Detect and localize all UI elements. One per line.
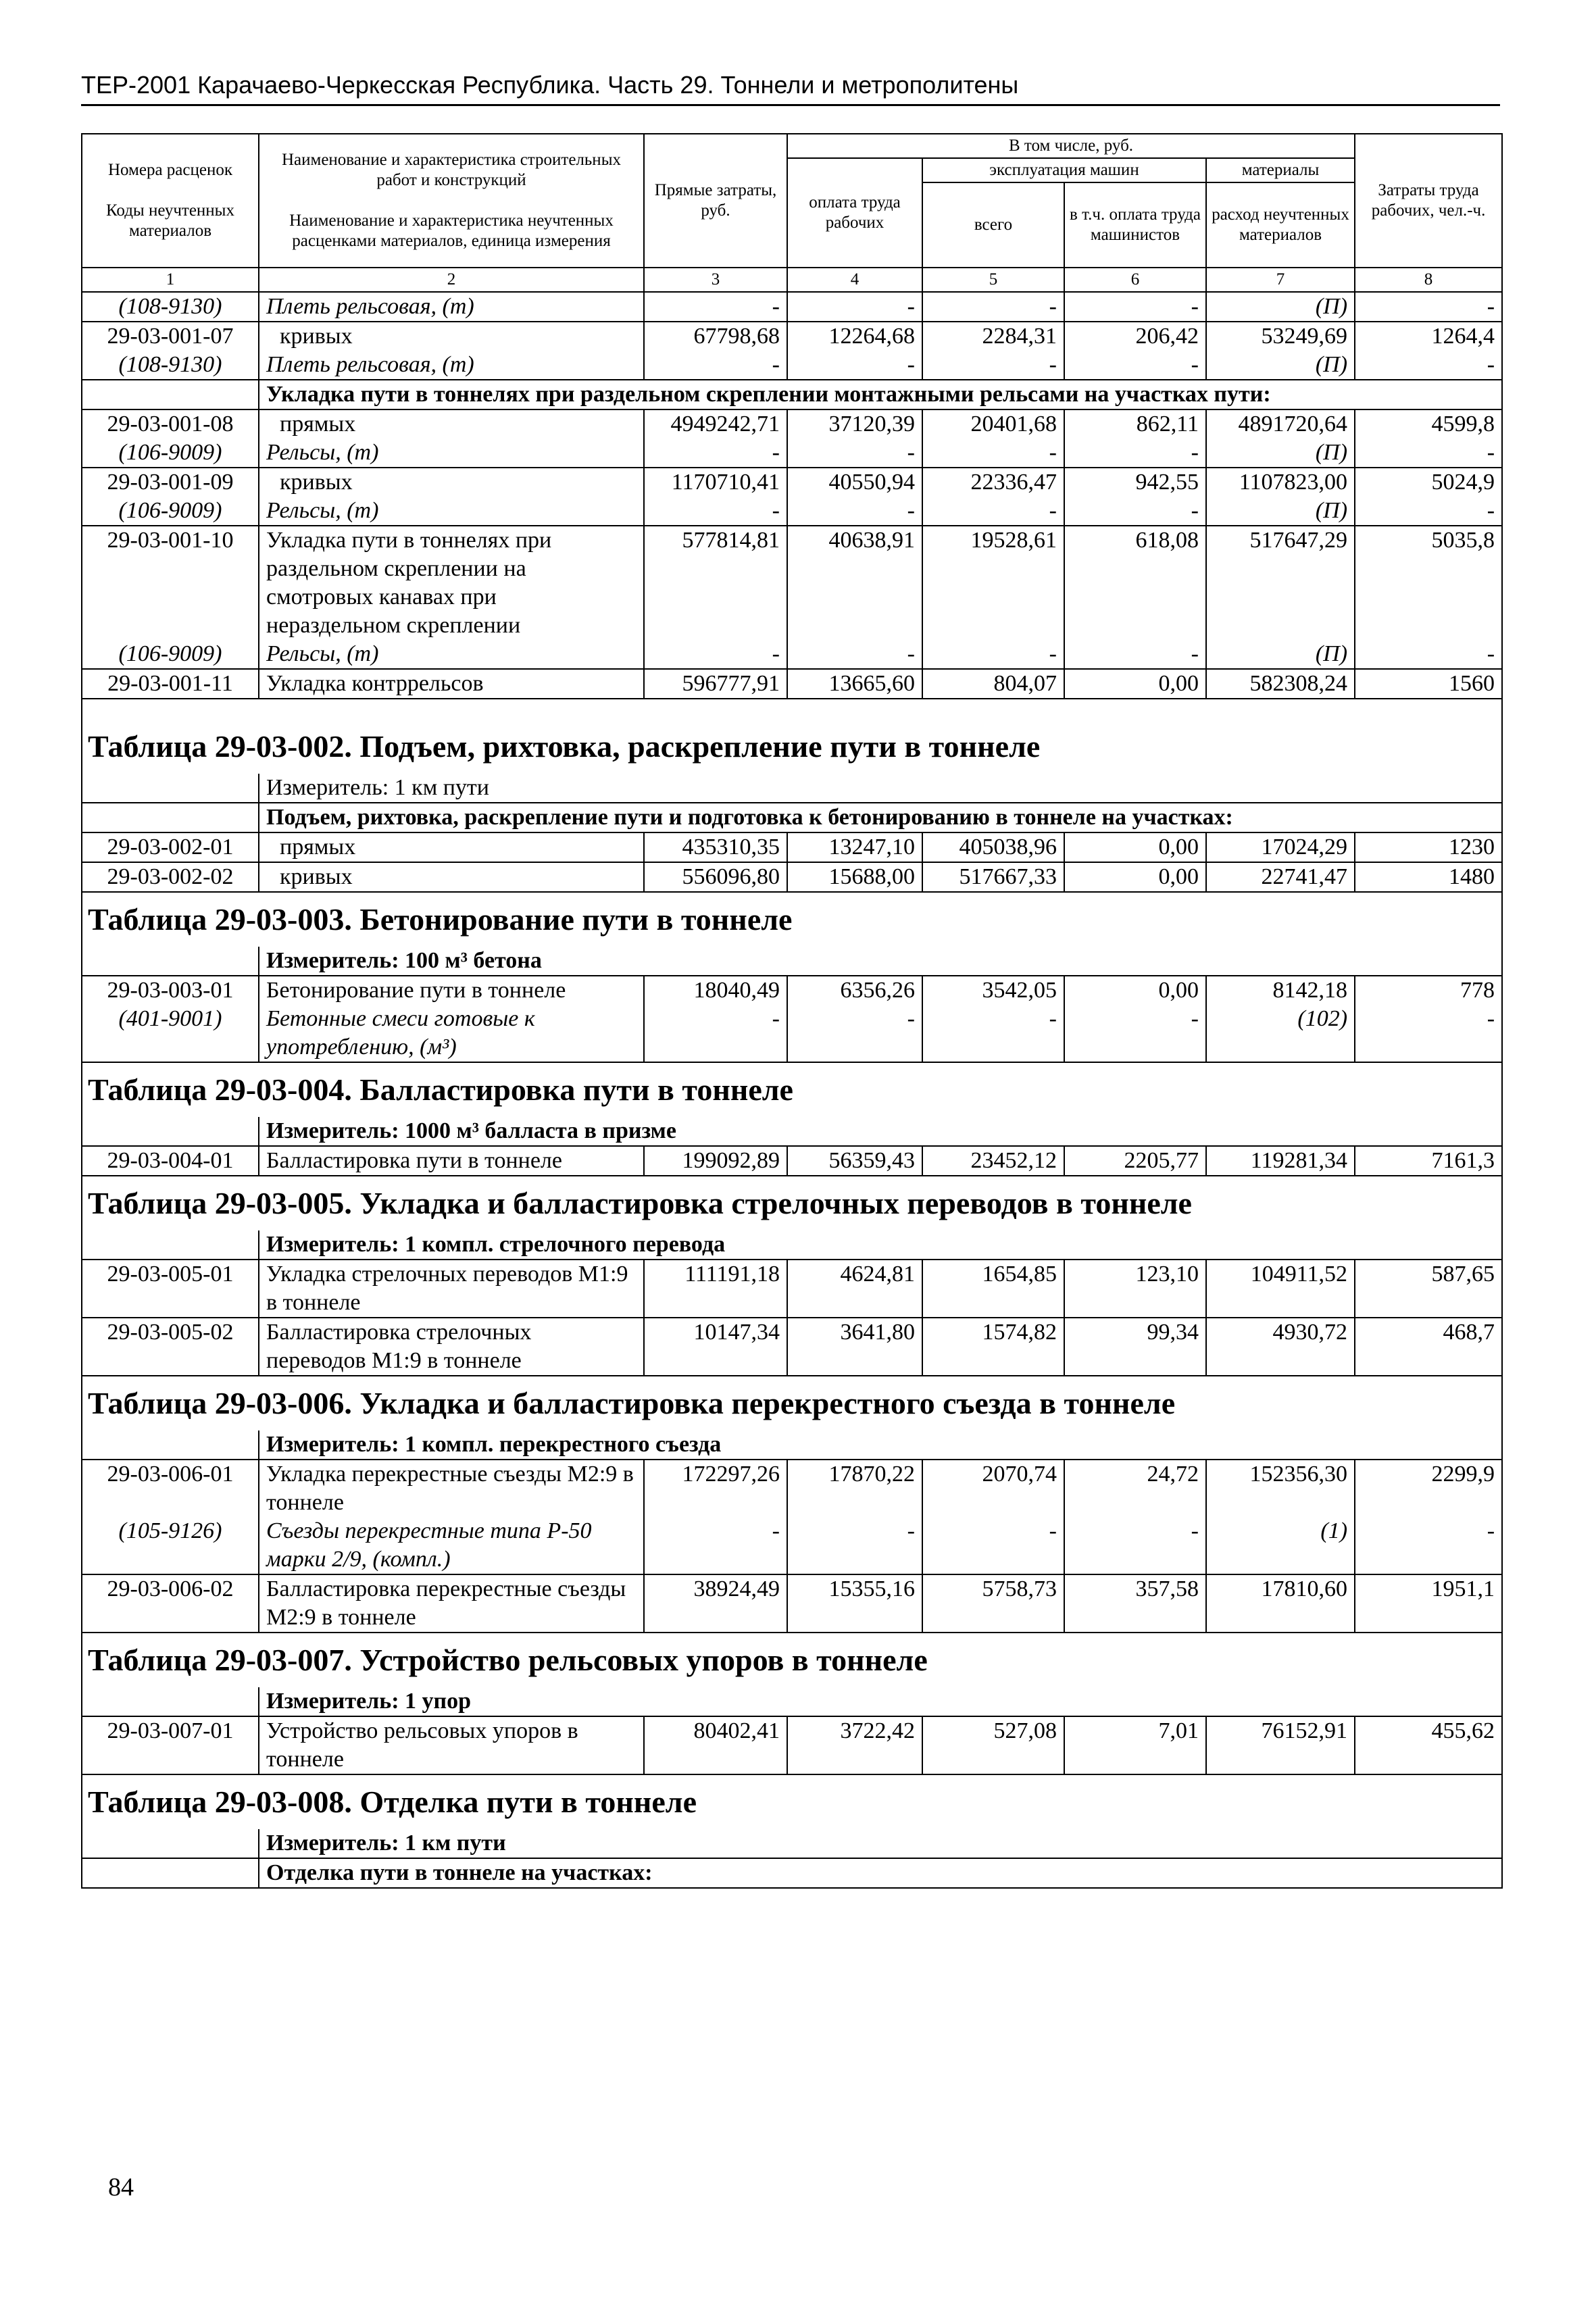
table-title-row — [82, 699, 1502, 774]
col3-head: Прямые затраты, руб. — [644, 134, 787, 268]
table-title: Таблица 29-03-004. Балластировка пути в тоннеле — [82, 1062, 1502, 1117]
incl-pay-head: в т.ч. оплата труда машинистов — [1064, 182, 1206, 268]
table-row: (106-9009) Рельсы, (т) - - - - (П) - — [82, 439, 1502, 468]
table-title-row — [82, 892, 1502, 947]
table-row: (108-9130) Плеть рельсовая, (т) - - - - (П) - — [82, 292, 1502, 322]
measure-label: Измеритель: 100 м³ бетона — [259, 947, 1502, 976]
measure-row — [82, 947, 1502, 976]
table-title-row — [82, 1376, 1502, 1430]
table-row: 29-03-007-01 Устройство рельсовых упоров в тоннеле 80402,41 3722,42 527,08 7,01 76152,91 455,62 — [82, 1716, 1502, 1774]
table-row: 29-03-001-10 Укладка пути в тоннелях при раздельном скреплении на смотровых канавах при нераздельном скреплении 577814,81 40638,91 19528,61 618,08 517647,29 5035,8 — [82, 526, 1502, 640]
table-row: 29-03-003-01 Бетонирование пути в тоннеле 18040,49 6356,26 3542,05 0,00 8142,18 778 — [82, 976, 1502, 1005]
mat-use-head: расход неучтенных материалов — [1206, 182, 1355, 268]
group-title: Подъем, рихтовка, раскрепление пути и подготовка к бетонированию в тоннеле на участках: — [259, 803, 1502, 832]
group-title: Отделка пути в тоннеле на участках: — [259, 1858, 1502, 1888]
rates-table — [81, 133, 1503, 1889]
table-row: (106-9009) Рельсы, (т) - - - - (П) - — [82, 497, 1502, 526]
table-title: Таблица 29-03-005. Укладка и балластировка стрелочных переводов в тоннеле — [82, 1176, 1502, 1230]
measure-row — [82, 1430, 1502, 1460]
group-row — [82, 1858, 1502, 1888]
table-title: Таблица 29-03-007. Устройство рельсовых упоров в тоннеле — [82, 1633, 1502, 1687]
table-row: 29-03-006-01 Укладка перекрестные съезды М2:9 в тоннеле 172297,26 17870,22 2070,74 24,72 152356,30 2299,9 — [82, 1460, 1502, 1517]
pay-head: оплата труда рабочих — [787, 158, 922, 268]
total-head: всего — [922, 182, 1064, 268]
table-row: 29-03-002-01 прямых 435310,35 13247,10 405038,96 0,00 17024,29 1230 — [82, 832, 1502, 862]
measure-row — [82, 1687, 1502, 1716]
table-row: (105-9126) Съезды перекрестные типа Р-50 марки 2/9, (компл.) - - - - (1) - — [82, 1517, 1502, 1574]
table-row: 29-03-005-02 Балластировка стрелочных переводов М1:9 в тоннеле 10147,34 3641,80 1574,82 99,34 4930,72 468,7 — [82, 1318, 1502, 1376]
table-title-row — [82, 1633, 1502, 1687]
group-row — [82, 803, 1502, 832]
incl-head: В том числе, руб. — [787, 134, 1355, 158]
table-row: (106-9009) Рельсы, (т) - - - - (П) - — [82, 640, 1502, 669]
table-row: 29-03-005-01 Укладка стрелочных переводов М1:9 в тоннеле 111191,18 4624,81 1654,85 123,10 104911,52 587,65 — [82, 1260, 1502, 1318]
measure-row — [82, 1829, 1502, 1858]
table-title: Таблица 29-03-008. Отделка пути в тоннеле — [82, 1774, 1502, 1829]
measure-label: Измеритель: 1000 м³ балласта в призме — [259, 1117, 1502, 1146]
table-row: (401-9001) Бетонные смеси готовые к употреблению, (м³) - - - - (102) - — [82, 1005, 1502, 1062]
measure-row — [82, 1117, 1502, 1146]
table-row: 29-03-006-02 Балластировка перекрестные съезды М2:9 в тоннеле 38924,49 15355,16 5758,73 357,58 17810,60 1951,1 — [82, 1574, 1502, 1633]
col2-head: Наименование и характеристика строительных работ и конструкций Наименование и характеристика неучтенных расценками материалов, единица измерения — [259, 134, 644, 268]
table-row: 29-03-001-09 кривых 1170710,41 40550,94 22336,47 942,55 1107823,00 5024,9 — [82, 468, 1502, 497]
col8-head: Затраты труда рабочих, чел.-ч. — [1355, 134, 1502, 268]
table-title: Таблица 29-03-002. Подъем, рихтовка, раскрепление пути в тоннеле — [82, 699, 1502, 774]
table-title-row — [82, 1774, 1502, 1829]
measure-label: Измеритель: 1 компл. перекрестного съезда — [259, 1430, 1502, 1460]
table-title: Таблица 29-03-006. Укладка и балластировка перекрестного съезда в тоннеле — [82, 1376, 1502, 1430]
page-header: ТЕР-2001 Карачаево-Черкесская Республика. Часть 29. Тоннели и метрополитены — [81, 68, 1500, 106]
measure-label: Измеритель: 1 км пути — [259, 1829, 1502, 1858]
table-title-row — [82, 1176, 1502, 1230]
table-title-row — [82, 1062, 1502, 1117]
table-row: (108-9130) Плеть рельсовая, (т) - - - - (П) - — [82, 351, 1502, 380]
table-row: 29-03-002-02 кривых 556096,80 15688,00 517667,33 0,00 22741,47 1480 — [82, 862, 1502, 892]
measure-row — [82, 1230, 1502, 1260]
header-row — [82, 134, 1502, 158]
machines-head: эксплуатация машин — [922, 158, 1206, 182]
table-row: 29-03-001-07 кривых 67798,68 12264,68 2284,31 206,42 53249,69 1264,4 — [82, 322, 1502, 351]
table-title: Таблица 29-03-003. Бетонирование пути в тоннеле — [82, 892, 1502, 947]
page-number: 84 — [108, 2173, 134, 2201]
materials-head: материалы — [1206, 158, 1355, 182]
measure-label: Измеритель: 1 упор — [259, 1687, 1502, 1716]
measure-row — [82, 774, 1502, 803]
table-row: 29-03-001-11 Укладка контррельсов 596777,91 13665,60 804,07 0,00 582308,24 1560 — [82, 669, 1502, 699]
table-row: 29-03-001-08 прямых 4949242,71 37120,39 20401,68 862,11 4891720,64 4599,8 — [82, 409, 1502, 439]
group-row — [82, 380, 1502, 409]
measure-label: Измеритель: 1 км пути — [259, 774, 1502, 803]
group-title: Укладка пути в тоннелях при раздельном скреплении монтажными рельсами на участках пути: — [259, 380, 1502, 409]
measure-label: Измеритель: 1 компл. стрелочного перевода — [259, 1230, 1502, 1260]
col1-head: Номера расценок Коды неучтенных материалов — [82, 134, 259, 268]
table-row: 29-03-004-01 Балластировка пути в тоннеле 199092,89 56359,43 23452,12 2205,77 119281,34 7161,3 — [82, 1146, 1502, 1176]
column-numbers-row: 1 2 3 4 5 6 7 8 — [82, 268, 1502, 292]
